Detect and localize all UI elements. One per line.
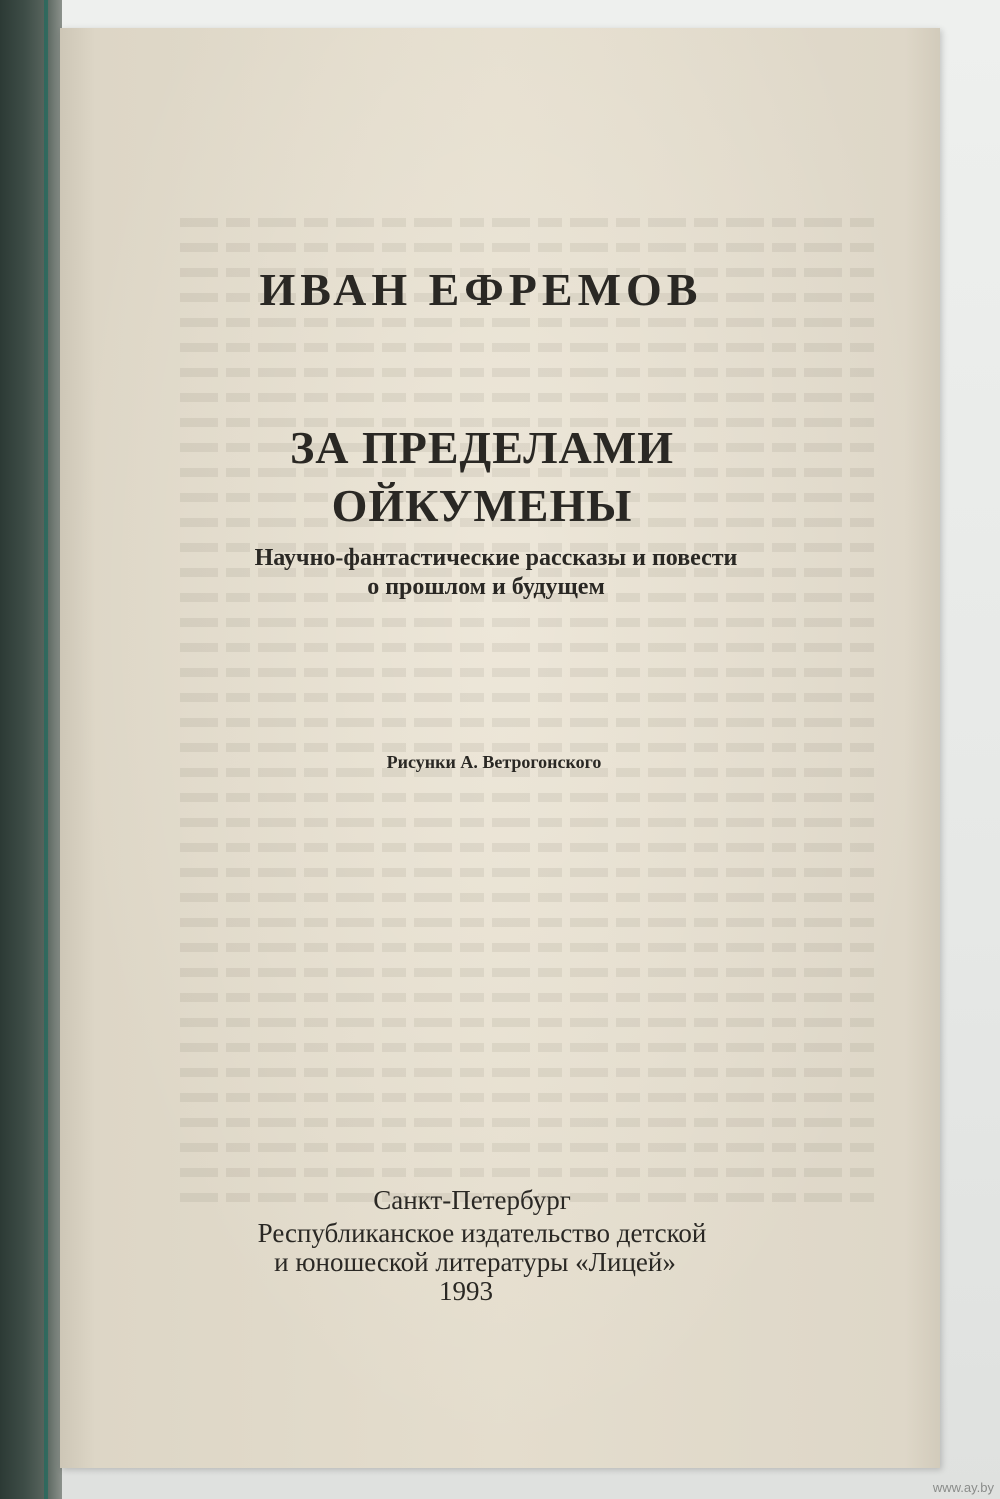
subtitle-line-2: о прошлом и будущем bbox=[367, 574, 605, 600]
publication-year: 1993 bbox=[439, 1276, 493, 1306]
author-name: ИВАН ЕФРЕМОВ bbox=[259, 264, 703, 315]
show-through-text bbox=[180, 218, 880, 1218]
title-page bbox=[60, 28, 940, 1468]
book-title-line-2: ОЙКУМЕНЫ bbox=[331, 480, 633, 531]
subtitle-line-1: Научно-фантастические рассказы и повести bbox=[254, 545, 738, 571]
publisher-line-1: Республиканское издательство детской bbox=[257, 1218, 707, 1248]
illustrator-credit: Рисунки А. Ветрогонского bbox=[386, 752, 602, 772]
publication-city: Санкт-Петербург bbox=[373, 1185, 571, 1215]
publisher-line-2: и юношеской литературы «Лицей» bbox=[274, 1247, 676, 1277]
site-watermark: www.ay.by bbox=[932, 1480, 994, 1495]
book-title-line-1: ЗА ПРЕДЕЛАМИ bbox=[290, 422, 674, 473]
